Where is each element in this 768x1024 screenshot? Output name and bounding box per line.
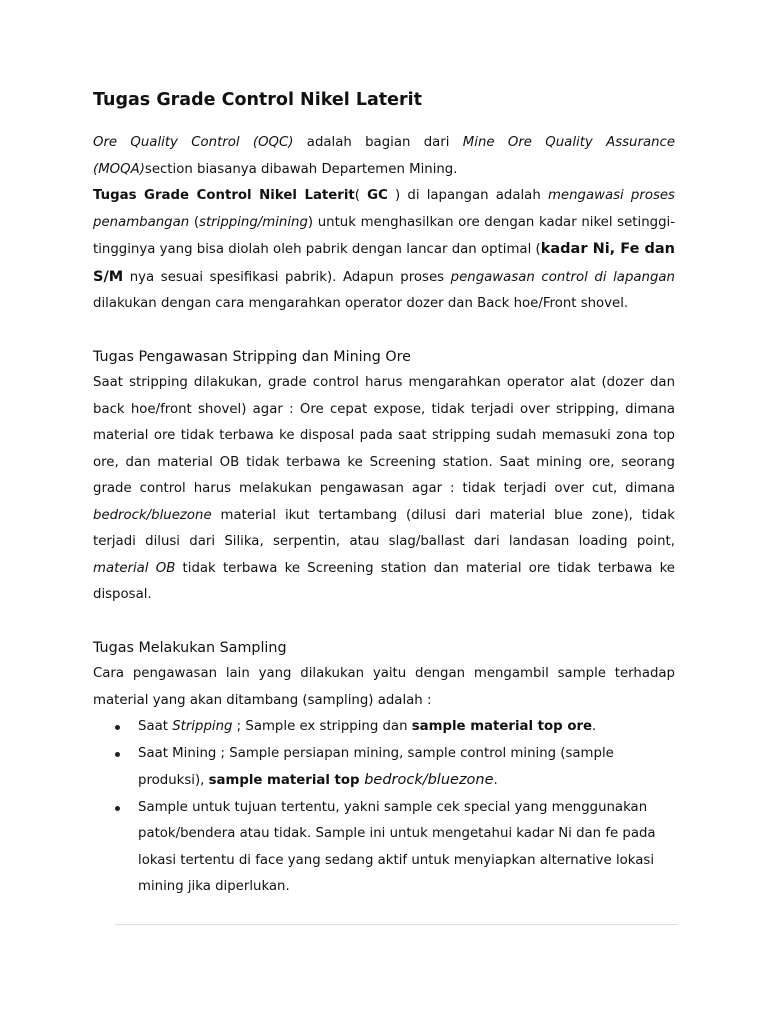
emphasis-term: material OB: [93, 560, 176, 576]
bullet-icon: [115, 725, 120, 730]
emphasis-moqa: Mine Ore Quality Assurance (MOQA): [93, 135, 676, 177]
paragraph-oqc: [93, 130, 675, 183]
emphasis-oqc: Ore Quality Control (OQC): [93, 135, 294, 150]
document-title: Tugas Grade Control Nikel Laterit: [93, 90, 423, 110]
emphasis-term: bedrock/bluezone: [364, 772, 494, 788]
emphasis-term: Stripping: [172, 719, 233, 734]
emphasis-term: pengawasan control di lapangan: [450, 269, 675, 285]
section-heading-sampling: Tugas Melakukan Sampling: [93, 639, 287, 656]
text-span: .: [592, 719, 597, 734]
bold-term: sample material top: [208, 773, 365, 788]
list-item: [93, 795, 675, 901]
paragraph-sampling: Cara pengawasan lain yang dilakukan yaitu dengan mengambil sample terhadap material yang akan ditambang (sampling) adalah :: [93, 666, 675, 708]
list-item: [93, 714, 675, 741]
list-item: [93, 741, 675, 795]
bold-term: Tugas Grade Control Nikel Laterit: [93, 188, 355, 203]
bold-term: GC: [367, 188, 388, 203]
spacer: [93, 318, 675, 344]
text-span: adalah bagian dari: [293, 135, 463, 150]
text-span: dilakukan dengan cara mengarahkan operator dozer dan Back hoe/Front shovel.: [93, 296, 629, 311]
text-span: nya sesuai spesifikasi pabrik). Adapun proses: [123, 269, 451, 285]
document-body: [93, 130, 675, 901]
text-span: ) untuk menghasilkan ore dengan kadar nikel setinggi-tingginya yang bisa diolah oleh pabrik dengan lancar dan optimal (: [93, 214, 676, 257]
emphasis-term: stripping/mining: [199, 214, 308, 230]
text-span: material ikut tertambang (dilusi dari material blue zone), tidak terjadi dilusi dari Silika, serpentin, atau slag/ballast dari landasan loading point,: [93, 507, 675, 549]
bullet-icon: [115, 806, 120, 811]
spacer: [93, 609, 675, 635]
text-span: ) di lapangan adalah: [387, 188, 548, 203]
bold-term: sample material top ore: [411, 719, 593, 734]
text-span: Sample untuk tujuan tertentu, yakni sample cek special yang menggunakan patok/bendera atau tidak. Sample ini untuk mengetahui kadar Ni dan fe pada lokasi tertentu di face yang sedang aktif untuk menyiapkan alternative lokasi mining jika diperlukan.: [138, 799, 656, 894]
paragraph-gc-tasks: [93, 183, 675, 318]
emphasis-term: mengawasi proses penambangan: [93, 188, 675, 230]
text-span: (: [189, 214, 200, 230]
bullet-icon: [115, 752, 120, 757]
text-span: Saat Mining ; Sample persiapan mining, sample control mining (sample produksi),: [138, 745, 614, 788]
text-span: (: [354, 188, 368, 203]
text-span: Saat: [138, 719, 173, 734]
bottom-divider: [115, 924, 678, 925]
bold-term: kadar Ni, Fe dan S/M: [93, 241, 675, 285]
text-span: ; Sample ex stripping dan: [232, 719, 412, 734]
text-span: Saat stripping dilakukan, grade control harus mengarahkan operator alat (dozer dan back hoe/front shovel) agar : Ore cepat expose, tidak terjadi over stripping, dimana material ore tidak terbawa ke disposal pada saat stripping sudah memasuki zona top ore, dan material OB tidak terbawa ke Screening station. Saat mining ore, seorang grade control harus melakukan pengawasan agar : tidak terjadi over cut, dimana: [93, 375, 675, 496]
emphasis-term: bedrock/bluezone: [93, 507, 212, 523]
paragraph-stripping: [93, 370, 675, 609]
sampling-list: [93, 714, 675, 901]
text-span: tidak terbawa ke Screening station dan material ore tidak terbawa ke disposal.: [93, 560, 675, 602]
section-heading-stripping: Tugas Pengawasan Stripping dan Mining Ore: [93, 348, 411, 365]
text-span: .: [493, 773, 498, 788]
text-span: section biasanya dibawah Departemen Mining.: [144, 161, 458, 177]
